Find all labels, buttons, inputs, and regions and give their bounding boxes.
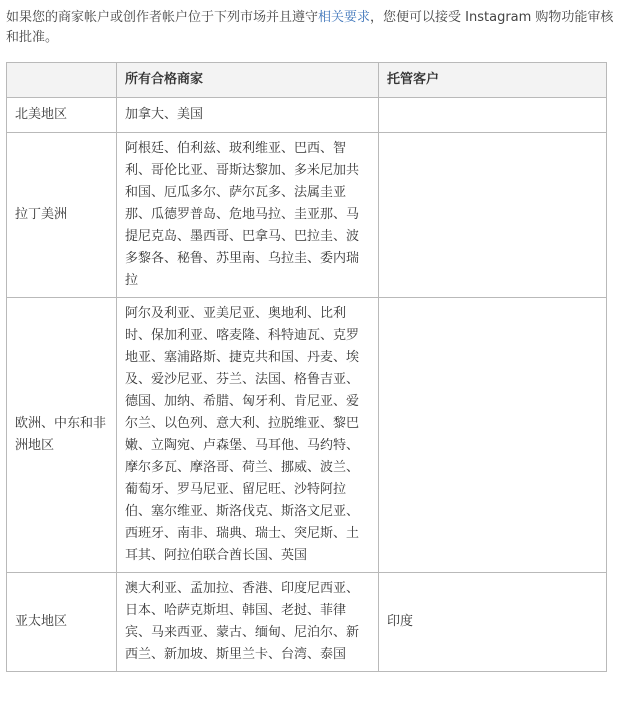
table-row-emea <box>7 298 607 573</box>
region-cell: 北美地区 <box>7 98 117 133</box>
intro-paragraph <box>6 8 626 48</box>
table-header-row <box>7 63 607 98</box>
region-cell: 拉丁美洲 <box>7 133 117 298</box>
requirements-link[interactable]: 相关要求 <box>318 10 371 25</box>
header-region <box>7 63 117 98</box>
table-row-apac <box>7 573 607 672</box>
eligible-cell: 阿尔及利亚、亚美尼亚、奥地利、比利时、保加利亚、喀麦隆、科特迪瓦、克罗地亚、塞浦路斯、捷克共和国、丹麦、埃及、爱沙尼亚、芬兰、法国、格鲁吉亚、德国、加纳、希腊、匈牙利、肯尼亚、爱尔兰、以色列、意大利、拉脱维亚、黎巴嫩、立陶宛、卢森堡、马耳他、马约特、摩尔多瓦、摩洛哥、荷兰、挪威、波兰、葡萄牙、罗马尼亚、留尼旺、沙特阿拉伯、塞尔维亚、斯洛伐克、斯洛文尼亚、西班牙、南非、瑞典、瑞士、突尼斯、土耳其、阿拉伯联合酋长国、英国 <box>117 298 379 573</box>
managed-cell <box>379 133 607 298</box>
eligible-cell: 加拿大、美国 <box>117 98 379 133</box>
table-row-latin-america <box>7 133 607 298</box>
eligible-cell: 阿根廷、伯利兹、玻利维亚、巴西、智利、哥伦比亚、哥斯达黎加、多米尼加共和国、厄瓜多尔、萨尔瓦多、法属圭亚那、瓜德罗普岛、危地马拉、圭亚那、马提尼克岛、墨西哥、巴拿马、巴拉圭、波多黎各、秘鲁、苏里南、乌拉圭、委内瑞拉 <box>117 133 379 298</box>
managed-cell <box>379 98 607 133</box>
managed-cell: 印度 <box>379 573 607 672</box>
header-managed-clients: 托管客户 <box>379 63 607 98</box>
header-eligible-businesses: 所有合格商家 <box>117 63 379 98</box>
table-row-north-america <box>7 98 607 133</box>
eligible-markets-table <box>6 62 607 672</box>
eligible-cell: 澳大利亚、孟加拉、香港、印度尼西亚、日本、哈萨克斯坦、韩国、老挝、菲律宾、马来西亚、蒙古、缅甸、尼泊尔、新西兰、新加坡、斯里兰卡、台湾、泰国 <box>117 573 379 672</box>
managed-cell <box>379 298 607 573</box>
region-cell: 欧洲、中东和非洲地区 <box>7 298 117 573</box>
region-cell: 亚太地区 <box>7 573 117 672</box>
intro-text-start: 如果您的商家帐户或创作者帐户位于下列市场并且遵守 <box>6 10 319 25</box>
intro-text-end: ，您便可以接受 Instagram 购物功能审核和批准。 <box>6 10 614 45</box>
